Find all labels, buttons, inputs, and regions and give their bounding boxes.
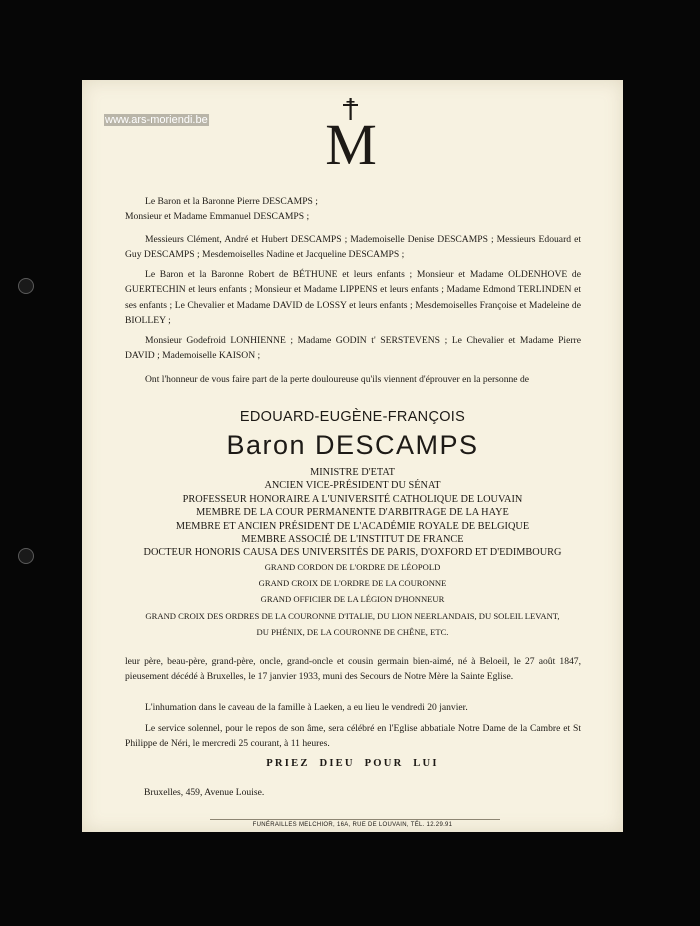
honor-line: GRAND CROIX DES ORDRES DE LA COURONNE D'ITALIE, DU LION NEERLANDAIS, DU SOLEIL LEVANT, <box>145 610 560 621</box>
relations-paragraph: leur père, beau-père, grand-père, oncle, grand-oncle et cousin germain bien-aimé, né à Beloeil, le 27 août 1847, pieusement décédé à Bruxelles, le 17 janvier 1933, muni des Secours de Notre Mère la Sainte Eglise. <box>125 656 581 683</box>
monogram-letter: M <box>325 112 377 166</box>
family-paragraph-1 <box>125 194 581 225</box>
announcement-text: Ont l'honneur de vous faire part de la perte douloureuse qu'ils viennent d'éprouver en la personne de <box>145 374 530 385</box>
title-line: ANCIEN VICE-PRÉSIDENT DU SÉNAT <box>264 480 441 492</box>
title-line: MINISTRE D'ETAT <box>310 467 395 478</box>
honors-list <box>112 559 593 640</box>
deceased-given-names: EDOUARD-EUGÈNE-FRANÇOIS <box>239 409 466 425</box>
title-line: DOCTEUR HONORIS CAUSA DES UNIVERSITÉS DE PARIS, D'OXFORD ET D'EDIMBOURG <box>143 547 562 559</box>
family-paragraph-4: Monsieur Godefroid LONHIENNE ; Madame GODIN t' SERSTEVENS ; Le Chevalier et Madame Pierre DAVID ; Mademoiselle KAISON ; <box>125 335 581 362</box>
address-line: Bruxelles, 459, Avenue Louise. <box>144 787 265 798</box>
service-paragraph: Le service solennel, pour le repos de son âme, sera célébré en l'Eglise abbatiale Notre Dame de la Cambre et St Philippe de Néri, le mercredi 25 courant, à 11 heures. <box>125 723 581 750</box>
inhumation-paragraph: L'inhumation dans le caveau de la famille à Laeken, a eu lieu le vendredi 20 janvier. <box>145 702 468 713</box>
prayer-line: PRIEZ DIEU POUR LUI <box>266 758 439 769</box>
title-line: MEMBRE DE LA COUR PERMANENTE D'ARBITRAGE DE LA HAYE <box>196 507 509 519</box>
family-paragraph-3: Le Baron et la Baronne Robert de BÉTHUNE et leurs enfants ; Monsieur et Madame OLDENHOVE de GUERTECHIN et leurs enfants ; Monsieur et Madame LIPPENS et leurs enfants ; Madame Edmond TERLINDEN et ses enfants ; Le Chevalier et Madame DAVID de LOSSY et leurs enfants ; Mesdemoiselles Françoise et Madeleine de BIOLLEY ; <box>125 269 581 326</box>
punch-hole-bottom <box>18 548 34 564</box>
title-line: PROFESSEUR HONORAIRE A L'UNIVERSITÉ CATHOLIQUE DE LOUVAIN <box>182 493 523 505</box>
titles-list <box>82 466 623 560</box>
title-line: MEMBRE ASSOCIÉ DE L'INSTITUT DE FRANCE <box>241 534 464 546</box>
deceased-title-name: Baron DESCAMPS <box>226 430 479 460</box>
punch-hole-top <box>18 278 34 294</box>
honor-line: GRAND CORDON DE L'ORDRE DE LÉOPOLD <box>264 562 441 572</box>
family-line-1: Le Baron et la Baronne Pierre DESCAMPS ; <box>145 196 318 207</box>
watermark-url: www.ars-moriendi.be <box>105 114 208 126</box>
footer-divider <box>210 819 500 820</box>
obituary-card <box>82 80 623 832</box>
family-paragraph-2: Messieurs Clément, André et Hubert DESCAMPS ; Mademoiselle Denise DESCAMPS ; Messieurs Edouard et Guy DESCAMPS ; Mesdemoiselles Nadine et Jacqueline DESCAMPS ; <box>125 234 581 261</box>
honor-line: GRAND CROIX DE L'ORDRE DE LA COURONNE <box>258 578 447 589</box>
printer-footer: FUNÉRAILLES MELCHIOR, 16A, RUE DE LOUVAIN, TÉL. 12.29.91 <box>252 822 453 828</box>
honor-line: GRAND OFFICIER DE LA LÉGION D'HONNEUR <box>260 594 445 605</box>
honor-line: DU PHÉNIX, DE LA COURONNE DE CHÊNE, ETC. <box>256 626 449 637</box>
family-line-2: Monsieur et Madame Emmanuel DESCAMPS ; <box>125 211 310 223</box>
marian-monogram-icon <box>318 98 384 166</box>
title-line: MEMBRE ET ANCIEN PRÉSIDENT DE L'ACADÉMIE ROYALE DE BELGIQUE <box>175 520 530 532</box>
